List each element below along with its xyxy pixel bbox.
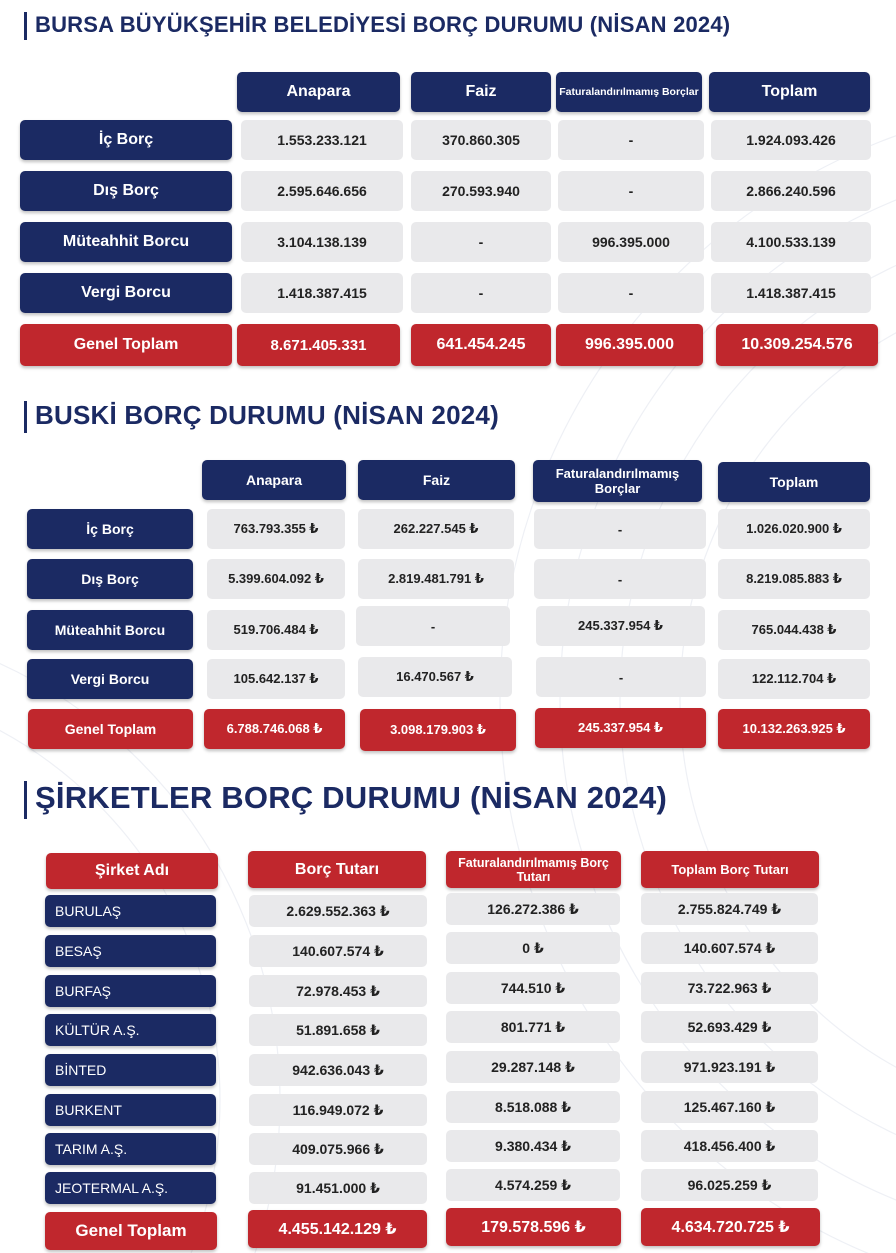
table-cell: 1.418.387.415 xyxy=(241,273,403,313)
table-cell: 519.706.484 ₺ xyxy=(207,610,345,650)
table-cell: 763.793.355 ₺ xyxy=(207,509,345,549)
section-title-bbb xyxy=(24,8,730,42)
table-cell: 370.860.305 xyxy=(411,120,551,160)
total-cell: 10.309.254.576 xyxy=(716,324,878,366)
column-header: Anapara xyxy=(202,460,346,500)
title-bar xyxy=(24,12,27,40)
column-header: Toplam Borç Tutarı xyxy=(641,851,819,888)
title-bar xyxy=(24,401,27,433)
total-cell: 245.337.954 ₺ xyxy=(535,708,706,748)
total-cell: 641.454.245 xyxy=(411,324,551,366)
table-cell: 1.026.020.900 ₺ xyxy=(718,509,870,549)
total-label: Genel Toplam xyxy=(20,324,232,366)
table-cell: 5.399.604.092 ₺ xyxy=(207,559,345,599)
table-cell: 996.395.000 xyxy=(558,222,704,262)
table-cell: 942.636.043 ₺ xyxy=(249,1054,427,1086)
table-cell: 418.456.400 ₺ xyxy=(641,1130,818,1162)
table-cell: 2.819.481.791 ₺ xyxy=(358,559,514,599)
table-cell: 29.287.148 ₺ xyxy=(446,1051,620,1083)
table-cell: 744.510 ₺ xyxy=(446,972,620,1004)
table-cell: 765.044.438 ₺ xyxy=(718,610,870,650)
table-cell: 0 ₺ xyxy=(446,932,620,964)
title-bar xyxy=(24,781,27,819)
column-header: Faturalandırılmamış Borç Tutarı xyxy=(446,851,621,888)
table-cell: - xyxy=(558,120,704,160)
table-cell: 2.755.824.749 ₺ xyxy=(641,893,818,925)
table-cell: 245.337.954 ₺ xyxy=(536,606,705,646)
table-cell: 2.866.240.596 xyxy=(711,171,871,211)
row-label: Müteahhit Borcu xyxy=(27,610,193,650)
column-header: Faiz xyxy=(358,460,515,500)
total-cell: 10.132.263.925 ₺ xyxy=(718,709,870,749)
section-title-buski xyxy=(24,396,499,434)
table-cell: - xyxy=(558,273,704,313)
total-label: Genel Toplam xyxy=(45,1212,217,1250)
column-header: Faturalandırılmamış Borçlar xyxy=(556,72,702,112)
table-cell: 8.518.088 ₺ xyxy=(446,1091,620,1123)
table-cell: 105.642.137 ₺ xyxy=(207,659,345,699)
table-cell: - xyxy=(536,657,706,697)
total-cell: 8.671.405.331 xyxy=(237,324,400,366)
table-cell: - xyxy=(356,606,510,646)
table-cell: - xyxy=(411,222,551,262)
row-label: Müteahhit Borcu xyxy=(20,222,232,262)
total-label: Genel Toplam xyxy=(28,709,193,749)
total-cell: 4.634.720.725 ₺ xyxy=(641,1208,820,1246)
company-name: BURULAŞ xyxy=(45,895,216,927)
total-cell: 4.455.142.129 ₺ xyxy=(248,1210,427,1248)
column-header: Anapara xyxy=(237,72,400,112)
title-text: BURSA BÜYÜKŞEHİR BELEDİYESİ BORÇ DURUMU (NİSAN 2024) xyxy=(35,12,731,37)
column-header: Toplam xyxy=(709,72,870,112)
table-cell: 116.949.072 ₺ xyxy=(249,1094,427,1126)
table-cell: 801.771 ₺ xyxy=(446,1011,620,1043)
table-cell: 8.219.085.883 ₺ xyxy=(718,559,870,599)
total-cell: 6.788.746.068 ₺ xyxy=(204,709,345,749)
row-label: Vergi Borcu xyxy=(20,273,232,313)
table-cell: 9.380.434 ₺ xyxy=(446,1130,620,1162)
table-cell: 140.607.574 ₺ xyxy=(641,932,818,964)
table-cell: 3.104.138.139 xyxy=(241,222,403,262)
table-cell: 126.272.386 ₺ xyxy=(446,893,620,925)
column-header: Faiz xyxy=(411,72,551,112)
table-cell: - xyxy=(411,273,551,313)
company-name: KÜLTÜR A.Ş. xyxy=(45,1014,216,1046)
row-label: İç Borç xyxy=(27,509,193,549)
table-cell: 270.593.940 xyxy=(411,171,551,211)
table-cell: 2.595.646.656 xyxy=(241,171,403,211)
table-cell: 409.075.966 ₺ xyxy=(249,1133,427,1165)
total-cell: 179.578.596 ₺ xyxy=(446,1208,621,1246)
row-label: Vergi Borcu xyxy=(27,659,193,699)
title-text: ŞİRKETLER BORÇ DURUMU (NİSAN 2024) xyxy=(35,780,668,815)
table-cell: 96.025.259 ₺ xyxy=(641,1169,818,1201)
table-cell: 122.112.704 ₺ xyxy=(718,659,870,699)
table-cell: 1.924.093.426 xyxy=(711,120,871,160)
table-cell: 52.693.429 ₺ xyxy=(641,1011,818,1043)
total-cell: 3.098.179.903 ₺ xyxy=(360,709,516,751)
table-cell: - xyxy=(534,509,706,549)
table-cell: 4.100.533.139 xyxy=(711,222,871,262)
company-name: JEOTERMAL A.Ş. xyxy=(45,1172,216,1204)
company-name: BESAŞ xyxy=(45,935,216,967)
column-header: Faturalandırılmamış Borçlar xyxy=(533,460,702,502)
table-cell: 2.629.552.363 ₺ xyxy=(249,895,427,927)
table-cell: 1.553.233.121 xyxy=(241,120,403,160)
table-cell: 125.467.160 ₺ xyxy=(641,1091,818,1123)
table-cell: - xyxy=(534,559,706,599)
table-cell: - xyxy=(558,171,704,211)
column-header: Toplam xyxy=(718,462,870,502)
company-name: BİNTED xyxy=(45,1054,216,1086)
table-cell: 262.227.545 ₺ xyxy=(358,509,514,549)
total-cell: 996.395.000 xyxy=(556,324,703,366)
table-cell: 140.607.574 ₺ xyxy=(249,935,427,967)
column-header: Şirket Adı xyxy=(46,853,218,889)
section-title-sirketler xyxy=(24,776,667,820)
table-cell: 16.470.567 ₺ xyxy=(358,657,512,697)
row-label: Dış Borç xyxy=(27,559,193,599)
title-text: BUSKİ BORÇ DURUMU (NİSAN 2024) xyxy=(35,400,499,430)
table-cell: 4.574.259 ₺ xyxy=(446,1169,620,1201)
row-label: İç Borç xyxy=(20,120,232,160)
company-name: BURFAŞ xyxy=(45,975,216,1007)
table-cell: 72.978.453 ₺ xyxy=(249,975,427,1007)
column-header: Borç Tutarı xyxy=(248,851,426,888)
company-name: BURKENT xyxy=(45,1094,216,1126)
table-cell: 91.451.000 ₺ xyxy=(249,1172,427,1204)
table-cell: 73.722.963 ₺ xyxy=(641,972,818,1004)
company-name: TARIM A.Ş. xyxy=(45,1133,216,1165)
table-cell: 51.891.658 ₺ xyxy=(249,1014,427,1046)
table-cell: 971.923.191 ₺ xyxy=(641,1051,818,1083)
table-cell: 1.418.387.415 xyxy=(711,273,871,313)
row-label: Dış Borç xyxy=(20,171,232,211)
